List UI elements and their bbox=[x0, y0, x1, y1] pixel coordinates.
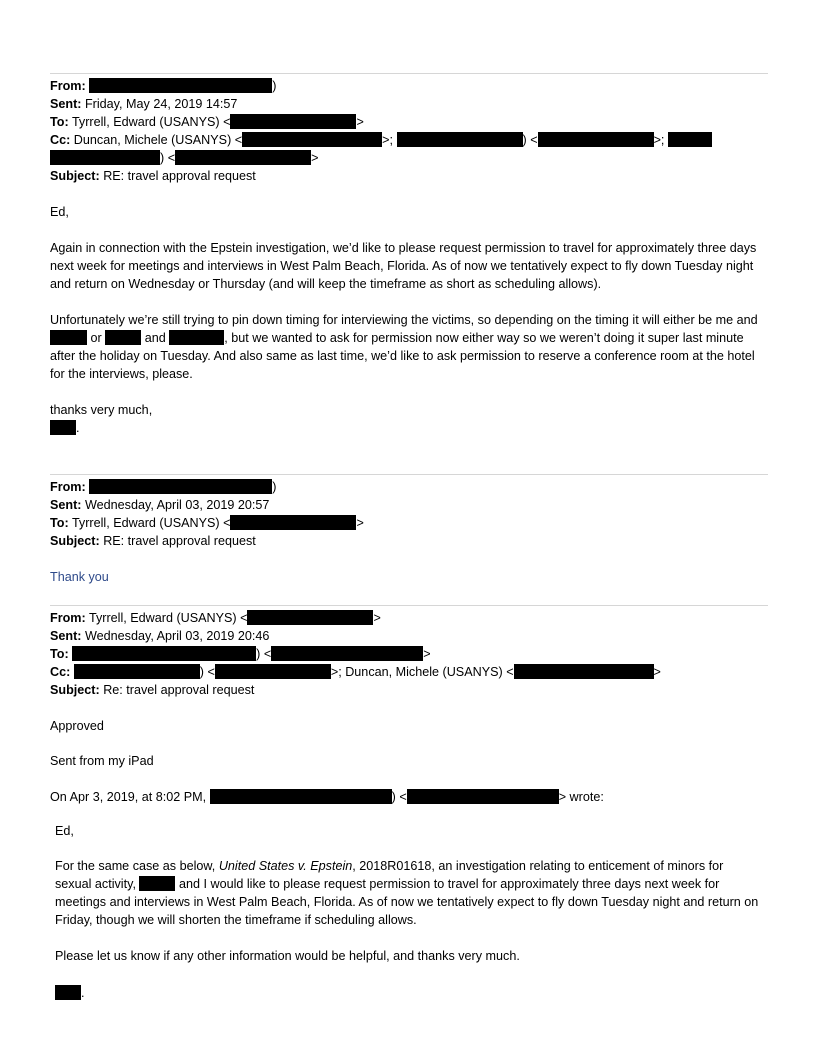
redaction bbox=[105, 330, 141, 345]
from-label: From: bbox=[50, 480, 86, 494]
from-label: From: bbox=[50, 79, 86, 93]
email2-subject-line bbox=[50, 532, 256, 550]
email1-greeting: Ed, bbox=[50, 205, 69, 219]
email3-subject-line bbox=[50, 681, 254, 699]
redaction bbox=[169, 330, 224, 345]
redaction bbox=[514, 664, 654, 679]
sent-label: Sent: bbox=[50, 97, 82, 111]
redaction bbox=[397, 132, 523, 147]
email3-cc-line: Cc: ) < >; Duncan, Michele (USANYS) < > bbox=[50, 665, 661, 679]
redaction bbox=[215, 664, 331, 679]
to-value: Tyrrell, Edward (USANYS) < bbox=[71, 516, 231, 530]
from-value: Tyrrell, Edward (USANYS) < bbox=[88, 611, 248, 625]
email3-from-line: From: Tyrrell, Edward (USANYS) < > bbox=[50, 611, 381, 625]
email1-paragraph-1: Again in connection with the Epstein investigation, we’d like to please request permission to travel for approximately three days next week for meetings and interviews in West Palm Beach, Florida. As of now we tentatively expect to fly down Tuesday night and return on Wednesday or Thursday (and will keep the timeframe as short as scheduling allows). bbox=[50, 241, 757, 291]
email2-to-line: To: Tyrrell, Edward (USANYS) < > bbox=[50, 516, 364, 530]
redaction bbox=[50, 330, 87, 345]
sent-value: Friday, May 24, 2019 14:57 bbox=[84, 97, 238, 111]
email1-subject-line bbox=[50, 167, 256, 185]
subject-value: RE: travel approval request bbox=[103, 169, 256, 183]
redaction bbox=[50, 420, 76, 435]
from-label: From: bbox=[50, 611, 86, 625]
redaction bbox=[242, 132, 382, 147]
cc-label: Cc: bbox=[50, 665, 71, 679]
redaction bbox=[247, 610, 373, 625]
sent-label: Sent: bbox=[50, 629, 82, 643]
subject-label: Subject: bbox=[50, 683, 100, 697]
subject-label: Subject: bbox=[50, 534, 100, 548]
subject-label: Subject: bbox=[50, 169, 100, 183]
case-name: United States v. Epstein bbox=[218, 859, 353, 873]
separator-rule bbox=[50, 474, 768, 475]
redaction bbox=[230, 114, 356, 129]
redaction bbox=[50, 150, 160, 165]
redaction bbox=[89, 78, 272, 93]
quote-intro: On Apr 3, 2019, at 8:02 PM, ) < > wrote: bbox=[50, 790, 604, 804]
sent-label: Sent: bbox=[50, 498, 82, 512]
to-label: To: bbox=[50, 516, 69, 530]
redaction bbox=[210, 789, 392, 804]
to-value: Tyrrell, Edward (USANYS) < bbox=[71, 115, 231, 129]
email1-cc-line: Cc: Duncan, Michele (USANYS) < >; ) < >; bbox=[50, 131, 712, 149]
separator-rule bbox=[50, 605, 768, 606]
email2-sent-line bbox=[50, 496, 269, 514]
redaction bbox=[538, 132, 654, 147]
email1-sent-line bbox=[50, 95, 237, 113]
redaction bbox=[271, 646, 423, 661]
to-label: To: bbox=[50, 647, 69, 661]
redaction bbox=[407, 789, 559, 804]
subject-value: Re: travel approval request bbox=[103, 683, 255, 697]
sent-value: Wednesday, April 03, 2019 20:46 bbox=[84, 629, 270, 643]
quoted-greeting: Ed, bbox=[55, 824, 74, 838]
separator-rule bbox=[50, 73, 768, 74]
redaction bbox=[175, 150, 311, 165]
subject-value: RE: travel approval request bbox=[103, 534, 256, 548]
email2-from-line: From: ) bbox=[50, 480, 277, 494]
email1-signature: . bbox=[50, 419, 80, 437]
quoted-paragraph-2: Please let us know if any other information would be helpful, and thanks very much. bbox=[55, 949, 520, 963]
redaction bbox=[72, 646, 256, 661]
redaction bbox=[89, 479, 272, 494]
cc-value: Duncan, Michele (USANYS) < bbox=[73, 133, 243, 147]
email3-sent-from: Sent from my iPad bbox=[50, 754, 154, 768]
email1-from-line: From: ) bbox=[50, 79, 277, 93]
redaction bbox=[139, 876, 175, 891]
email1-paragraph-2: Unfortunately we’re still trying to pin down timing for interviewing the victims, so depending on the timing it will either be me and or and , but we wanted to ask for permission now either way so we weren’t doing it super last minute after the holiday on Tuesday. And also same as last time, we’d like to ask permission to reserve a conference room at the hotel for the interviews, please. bbox=[50, 313, 758, 381]
quoted-paragraph-1: For the same case as below, United States v. Epstein, 2018R01618, an investigation relating to enticement of minors for sexual activity, and I would like to please request permission to travel for approximately three days next week for meetings and interviews in West Palm Beach, Florida. As of now we tentatively expect to fly down Tuesday night and return on Friday, though we will shorten the timeframe if scheduling allows. bbox=[55, 859, 759, 927]
email3-sent-line bbox=[50, 627, 269, 645]
email3-body: Approved bbox=[50, 719, 104, 733]
email1-to-line: To: Tyrrell, Edward (USANYS) < > bbox=[50, 115, 364, 129]
redaction bbox=[230, 515, 356, 530]
cc-label: Cc: bbox=[50, 133, 71, 147]
redaction bbox=[74, 664, 200, 679]
sent-value: Wednesday, April 03, 2019 20:57 bbox=[84, 498, 270, 512]
to-label: To: bbox=[50, 115, 69, 129]
email1-cc-line-2: ) < > bbox=[50, 149, 318, 167]
quoted-signature: . bbox=[55, 984, 85, 1002]
email3-to-line: To: ) < > bbox=[50, 647, 431, 661]
redaction bbox=[668, 132, 712, 147]
email2-body: Thank you bbox=[50, 570, 109, 584]
redaction bbox=[55, 985, 81, 1000]
email1-closing: thanks very much, bbox=[50, 403, 153, 417]
